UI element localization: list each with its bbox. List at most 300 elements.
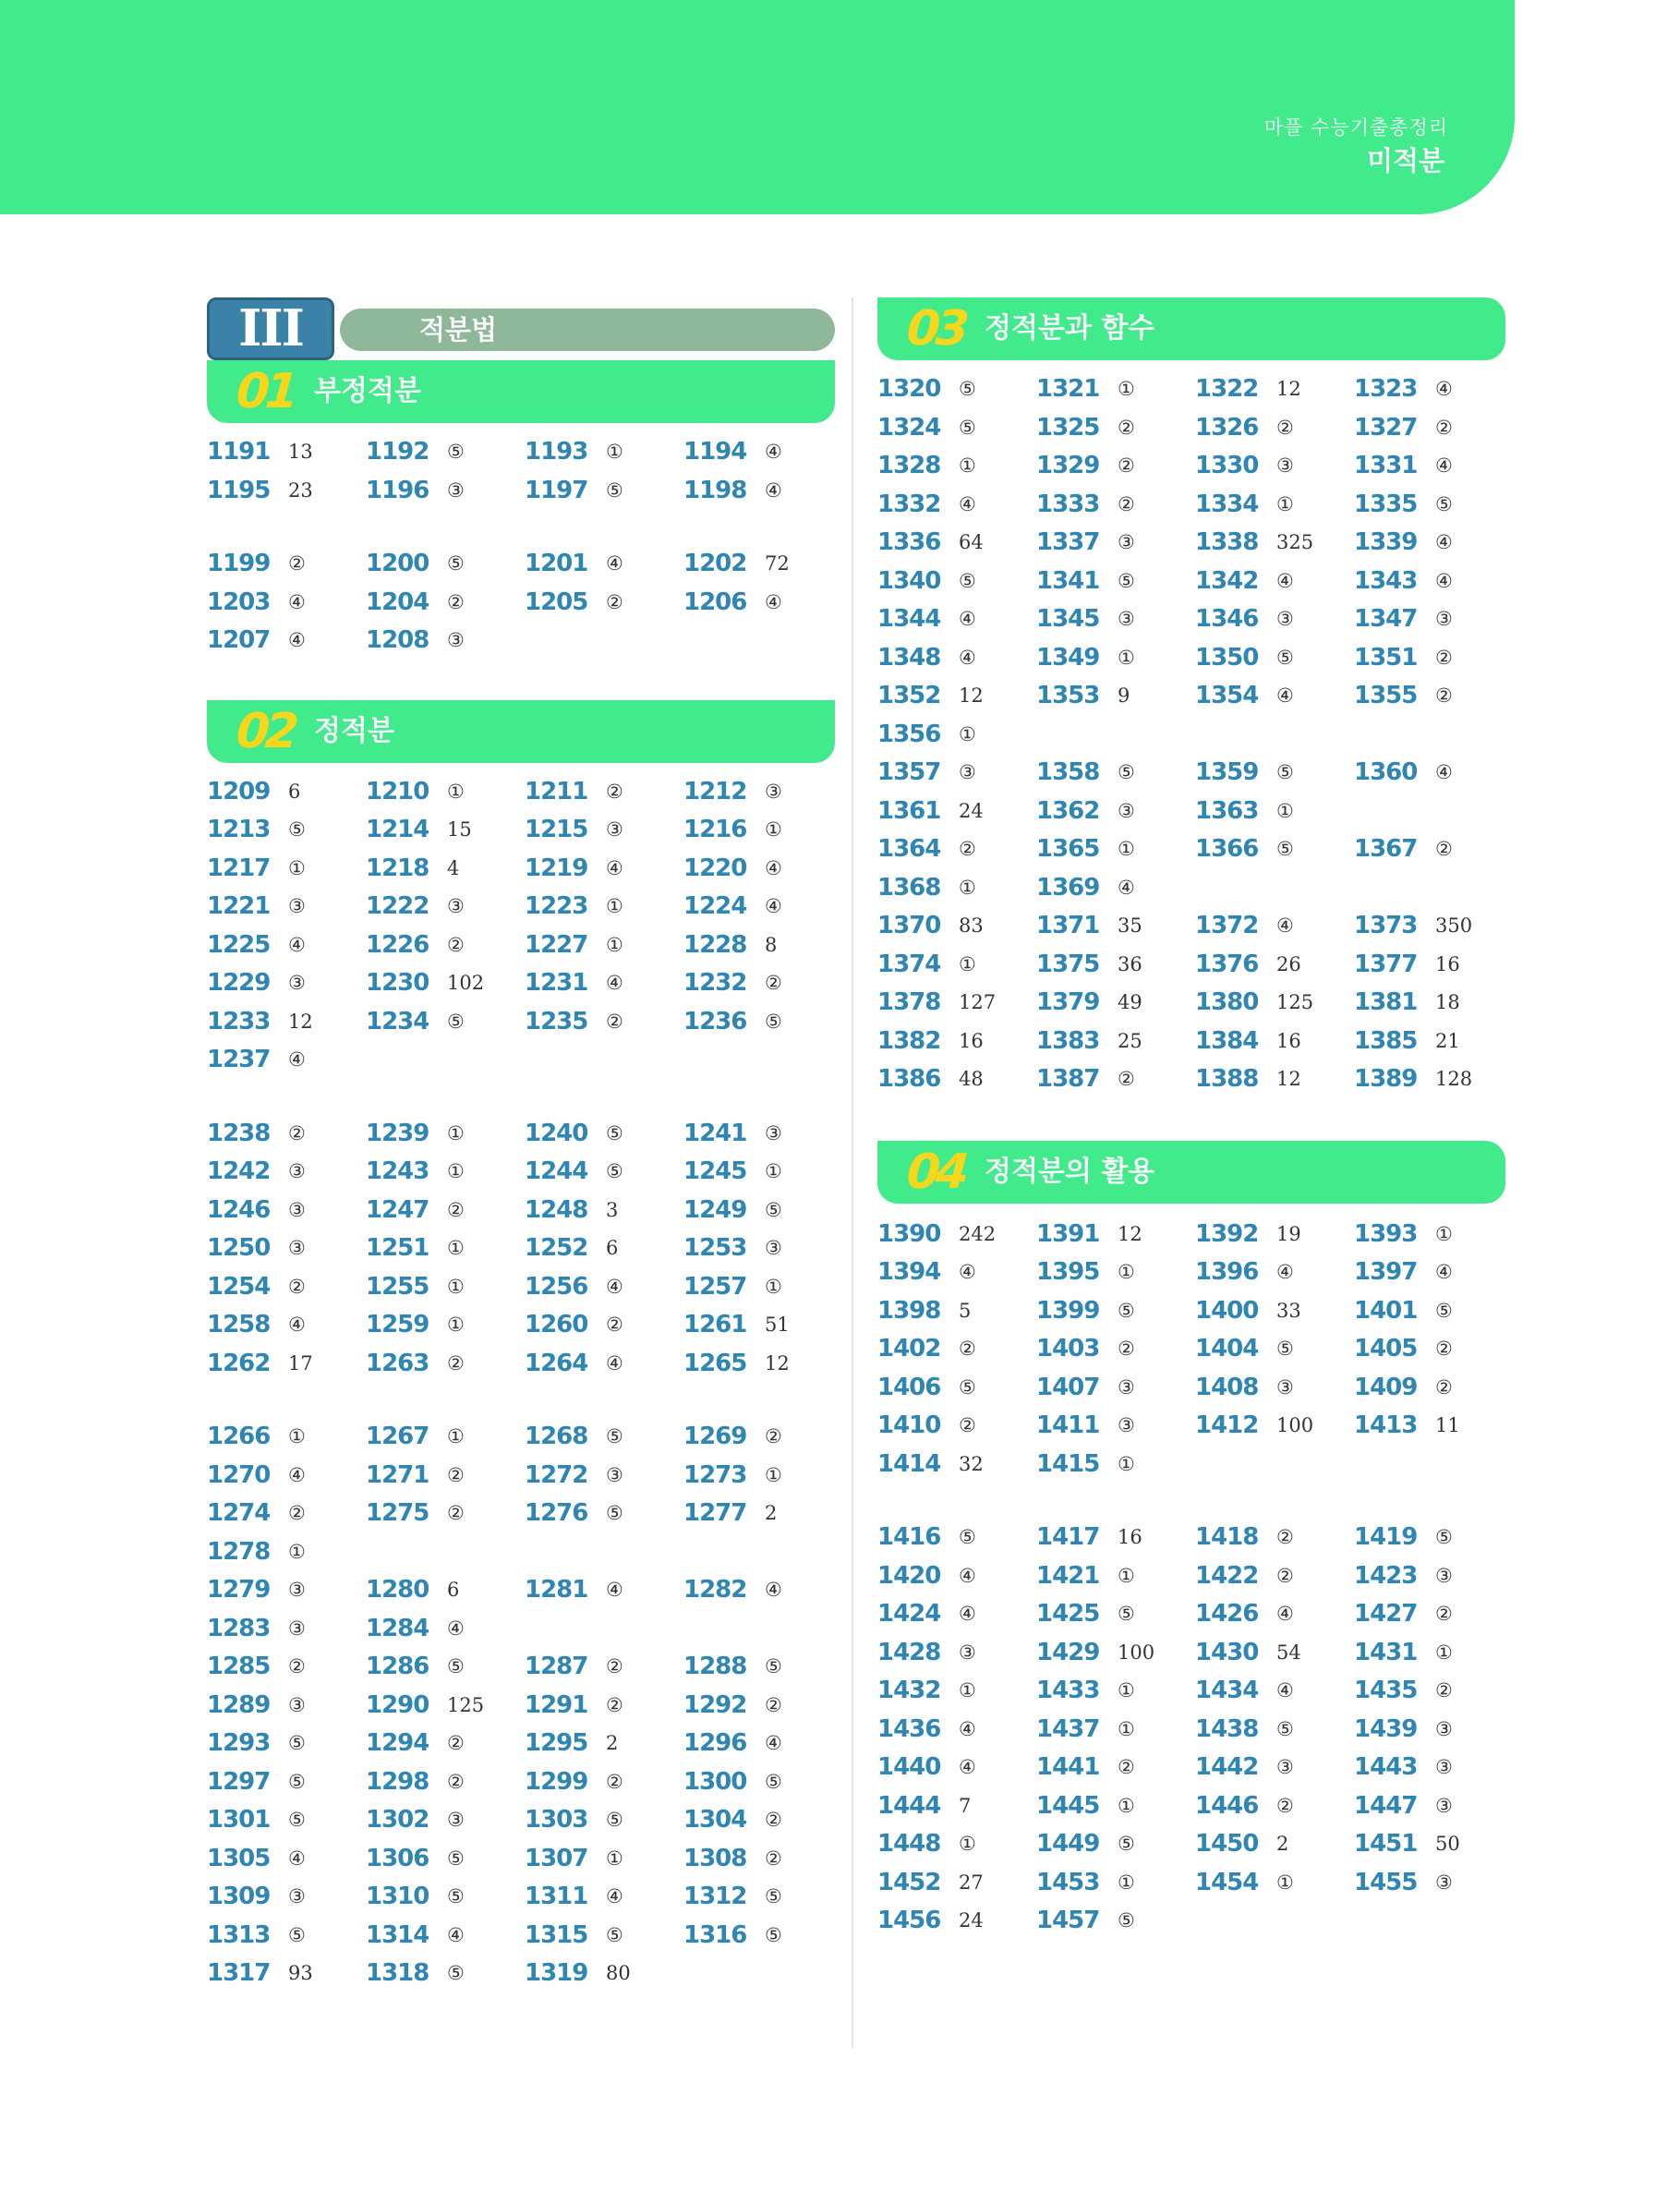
answer-value: ⑤	[765, 1885, 782, 1907]
answer-row	[877, 1903, 1505, 1942]
problem-number: 1363	[1195, 796, 1259, 825]
answer-value: ②	[765, 1809, 782, 1831]
section-title: 정적분과 함수	[985, 312, 1155, 345]
problem-number: 1396	[1195, 1258, 1259, 1286]
answer-value: 48	[959, 1068, 984, 1090]
problem-number: 1324	[877, 413, 941, 442]
problem-number: 1368	[877, 873, 941, 902]
answer-value: ①	[1118, 1794, 1135, 1817]
problem-number: 1210	[366, 777, 429, 805]
problem-number: 1355	[1354, 682, 1418, 709]
problem-number: 1431	[1354, 1638, 1418, 1666]
answer-value: ⑤	[959, 1526, 976, 1548]
answer-value: 83	[959, 914, 984, 937]
answer-value: ⑤	[1118, 1603, 1135, 1625]
problem-number: 1278	[207, 1537, 271, 1566]
answer-row	[877, 1520, 1505, 1558]
problem-number: 1395	[1036, 1258, 1100, 1286]
answer-row	[877, 947, 1505, 986]
answer-value: ④	[1276, 1261, 1294, 1283]
answer-value: ④	[959, 1603, 976, 1625]
problem-number: 1345	[1036, 605, 1100, 633]
answer-value: ⑤	[447, 1847, 465, 1870]
answer-row	[877, 1558, 1505, 1597]
problem-number: 1249	[683, 1195, 747, 1224]
answer-value: ④	[288, 1314, 306, 1336]
problem-number: 1336	[877, 528, 941, 556]
answer-value: ④	[1276, 1603, 1294, 1625]
problem-number: 1216	[683, 816, 747, 843]
answer-value: ①	[447, 1314, 465, 1336]
problem-number: 1421	[1036, 1561, 1100, 1590]
answer-value: ④	[765, 895, 782, 917]
answer-row	[207, 851, 835, 890]
answer-value: 16	[1118, 1526, 1142, 1548]
answer-value: 6	[288, 780, 301, 803]
answer-value: 3	[606, 1198, 619, 1221]
section-header-04	[877, 1141, 1505, 1204]
section-number: 01	[234, 364, 296, 419]
answer-value: ③	[288, 1237, 306, 1259]
answer-row	[207, 1534, 835, 1573]
answer-value: ⑤	[606, 1502, 623, 1524]
answer-value: ③	[447, 629, 465, 651]
answer-value: ②	[1435, 646, 1453, 669]
answer-row	[877, 678, 1505, 717]
problem-number: 1393	[1354, 1219, 1418, 1248]
answer-value: ⑤	[447, 1010, 465, 1033]
answer-row	[877, 1061, 1505, 1100]
answer-value: ④	[606, 972, 623, 994]
problem-number: 1359	[1195, 758, 1259, 786]
answer-value: ③	[288, 1160, 306, 1182]
answer-row	[877, 1942, 1505, 1980]
problem-number: 1255	[366, 1272, 429, 1301]
answer-value: ③	[1435, 1564, 1453, 1587]
answer-row	[877, 1826, 1505, 1865]
answer-value: ⑤	[606, 478, 623, 502]
answer-value: ②	[447, 590, 465, 613]
problem-number: 1447	[1354, 1791, 1418, 1820]
answer-value: ③	[1118, 1414, 1135, 1436]
problem-number: 1444	[877, 1791, 941, 1820]
problem-number: 1204	[366, 587, 429, 616]
problem-number: 1315	[525, 1920, 588, 1949]
problem-number: 1390	[877, 1219, 941, 1248]
problem-number: 1428	[877, 1638, 941, 1666]
answer-value: 102	[447, 972, 485, 994]
answer-row	[207, 1572, 835, 1611]
problem-number: 1348	[877, 643, 941, 672]
answer-row	[877, 371, 1505, 410]
problem-number: 1274	[207, 1499, 271, 1527]
answer-row	[207, 1688, 835, 1726]
problem-number: 1273	[683, 1460, 747, 1489]
problem-number: 1343	[1354, 566, 1418, 595]
problem-number: 1386	[877, 1065, 941, 1093]
answer-row	[207, 1611, 835, 1650]
problem-number: 1450	[1195, 1830, 1259, 1858]
answer-row	[207, 623, 835, 661]
problem-number: 1382	[877, 1026, 941, 1055]
problem-number: 1409	[1354, 1373, 1418, 1401]
problem-number: 1238	[207, 1119, 271, 1147]
problem-number: 1191	[207, 438, 271, 466]
problem-number: 1295	[525, 1729, 588, 1757]
answer-row	[877, 525, 1505, 563]
problem-number: 1401	[1354, 1296, 1418, 1325]
answer-row	[877, 410, 1505, 449]
problem-number: 1305	[207, 1844, 271, 1872]
answer-value: 125	[447, 1693, 485, 1716]
answer-row	[877, 1293, 1505, 1332]
problem-number: 1223	[525, 892, 588, 920]
problem-number: 1302	[366, 1806, 429, 1834]
answer-value: ①	[447, 1425, 465, 1447]
problem-number: 1347	[1354, 605, 1418, 633]
problem-number: 1385	[1354, 1026, 1418, 1055]
problem-number: 1269	[683, 1423, 747, 1450]
answer-value: ④	[606, 856, 623, 879]
answer-value: ①	[288, 1425, 306, 1447]
problem-number: 1217	[207, 854, 271, 882]
answer-row	[877, 793, 1505, 832]
problem-number: 1256	[525, 1272, 588, 1301]
answer-value: ②	[1435, 1603, 1453, 1625]
problem-number: 1457	[1036, 1907, 1100, 1934]
answer-value: ①	[765, 1160, 782, 1182]
answer-value: 64	[959, 531, 984, 553]
problem-number: 1426	[1195, 1600, 1259, 1628]
problem-number: 1321	[1036, 375, 1100, 403]
problem-number: 1353	[1036, 682, 1100, 709]
problem-number: 1453	[1036, 1868, 1100, 1896]
problem-number: 1205	[525, 587, 588, 616]
answer-value: ⑤	[765, 1010, 782, 1033]
problem-number: 1398	[877, 1296, 941, 1325]
answer-block	[207, 774, 835, 1081]
problem-number: 1376	[1195, 950, 1259, 978]
answer-value: ⑤	[606, 1809, 623, 1831]
answer-row	[207, 473, 835, 512]
problem-number: 1288	[683, 1653, 747, 1680]
answer-value: ②	[447, 1732, 465, 1754]
answer-value: ②	[765, 1847, 782, 1870]
problem-number: 1422	[1195, 1561, 1259, 1590]
answer-value: ④	[959, 646, 976, 669]
answer-value: ④	[606, 1885, 623, 1907]
problem-number: 1320	[877, 375, 941, 403]
answer-value: ④	[765, 441, 782, 463]
problem-number: 1411	[1036, 1411, 1100, 1439]
answer-value: ②	[288, 1655, 306, 1677]
answer-value: 16	[959, 1029, 984, 1052]
problem-number: 1251	[366, 1234, 429, 1262]
answer-value: ③	[765, 780, 782, 803]
answer-row	[207, 434, 835, 473]
answer-row	[207, 965, 835, 1004]
answer-value: ②	[1118, 1756, 1135, 1778]
answer-value: ④	[765, 478, 782, 502]
answer-value: ③	[1118, 531, 1135, 553]
answer-value: ⑤	[447, 552, 465, 575]
answer-value: 12	[288, 1010, 313, 1033]
answer-value: 24	[959, 1909, 984, 1932]
answer-value: ④	[1276, 1679, 1294, 1701]
problem-number: 1286	[366, 1653, 429, 1680]
problem-number: 1456	[877, 1907, 941, 1934]
answer-value: ③	[447, 1809, 465, 1831]
problem-number: 1236	[683, 1007, 747, 1035]
answer-value: ②	[606, 1314, 623, 1336]
problem-number: 1282	[683, 1576, 747, 1604]
answer-value: ①	[447, 1121, 465, 1144]
problem-number: 1389	[1354, 1065, 1418, 1093]
answer-row	[207, 927, 835, 966]
answer-row	[207, 1193, 835, 1231]
problem-number: 1296	[683, 1729, 747, 1757]
answer-value: 15	[447, 818, 472, 841]
problem-number: 1262	[207, 1349, 271, 1377]
answer-value: 51	[765, 1314, 790, 1336]
problem-number: 1441	[1036, 1753, 1100, 1781]
problem-number: 1362	[1036, 796, 1100, 825]
problem-number: 1268	[525, 1423, 588, 1450]
problem-number: 1229	[207, 969, 271, 997]
problem-number: 1342	[1195, 566, 1259, 595]
answer-row	[877, 717, 1505, 756]
answer-value: 93	[288, 1962, 313, 1984]
answer-value: 54	[1276, 1641, 1301, 1664]
problem-number: 1356	[877, 720, 941, 748]
answer-value: ②	[1118, 416, 1135, 439]
answer-value: ④	[1276, 914, 1294, 937]
answer-value: ②	[447, 1502, 465, 1524]
answer-value: ①	[1435, 1222, 1453, 1245]
problem-number: 1218	[366, 854, 429, 882]
answer-value: ③	[288, 1198, 306, 1221]
problem-number: 1221	[207, 892, 271, 920]
answer-value: 9	[1118, 684, 1130, 707]
answer-value: ②	[1276, 416, 1294, 439]
answer-row	[877, 1635, 1505, 1674]
problem-number: 1365	[1036, 835, 1100, 863]
answer-value: ④	[288, 1463, 306, 1486]
answer-value: ⑤	[1276, 838, 1294, 860]
answer-value: ①	[1118, 646, 1135, 669]
answer-value: 50	[1435, 1833, 1460, 1855]
answer-value: ①	[765, 818, 782, 841]
problem-number: 1387	[1036, 1065, 1100, 1093]
answer-row	[877, 487, 1505, 526]
answer-value: 12	[959, 684, 984, 707]
problem-number: 1440	[877, 1753, 941, 1781]
problem-number: 1400	[1195, 1296, 1259, 1325]
answer-block	[207, 1419, 835, 1994]
problem-number: 1413	[1354, 1411, 1418, 1439]
problem-number: 1203	[207, 587, 271, 616]
answer-value: ②	[765, 1425, 782, 1447]
left-column	[207, 297, 835, 1994]
answer-value: ④	[1276, 684, 1294, 707]
answer-value: ⑤	[606, 1923, 623, 1946]
problem-number: 1410	[877, 1411, 941, 1439]
problem-number: 1455	[1354, 1868, 1418, 1896]
answer-value: ④	[959, 1564, 976, 1587]
problem-number: 1391	[1036, 1219, 1100, 1248]
answer-value: ①	[1118, 1679, 1135, 1701]
problem-number: 1231	[525, 969, 588, 997]
problem-number: 1449	[1036, 1830, 1100, 1858]
answer-value: 127	[959, 991, 997, 1013]
problem-number: 1306	[366, 1844, 429, 1872]
answer-row	[877, 1788, 1505, 1827]
problem-number: 1318	[366, 1959, 429, 1987]
problem-number: 1220	[683, 854, 747, 882]
problem-number: 1264	[525, 1349, 588, 1377]
problem-number: 1294	[366, 1729, 429, 1757]
answer-value: 128	[1435, 1068, 1473, 1090]
problem-number: 1308	[683, 1844, 747, 1872]
problem-number: 1334	[1195, 490, 1259, 518]
problem-number: 1367	[1354, 835, 1418, 863]
problem-number: 1418	[1195, 1523, 1259, 1551]
problem-number: 1299	[525, 1767, 588, 1796]
answer-value: ④	[765, 856, 782, 879]
part-header	[207, 297, 835, 360]
problem-number: 1292	[683, 1690, 747, 1719]
answer-value: ①	[1276, 492, 1294, 515]
problem-number: 1245	[683, 1157, 747, 1185]
section-title: 정적분의 활용	[985, 1155, 1155, 1188]
problem-number: 1215	[525, 816, 588, 843]
answer-row	[207, 1116, 835, 1155]
answer-value: ⑤	[447, 1655, 465, 1677]
answer-value: ②	[606, 1010, 623, 1033]
problem-number: 1226	[366, 930, 429, 959]
problem-number: 1265	[683, 1349, 747, 1377]
answer-row	[877, 640, 1505, 679]
answer-value: 242	[959, 1222, 997, 1245]
answer-value: ⑤	[1276, 1717, 1294, 1740]
answer-value: ①	[959, 454, 976, 477]
part-title: 적분법	[340, 309, 835, 351]
problem-number: 1207	[207, 626, 271, 654]
answer-row	[207, 1419, 835, 1458]
problem-number: 1199	[207, 550, 271, 577]
problem-number: 1369	[1036, 873, 1100, 902]
section-number: 04	[904, 1144, 967, 1200]
answer-value: ①	[288, 1540, 306, 1563]
answer-value: ③	[959, 761, 976, 783]
answer-value: ①	[765, 1463, 782, 1486]
problem-number: 1208	[366, 626, 429, 654]
answer-row	[877, 448, 1505, 487]
answer-value: ②	[1435, 1375, 1453, 1399]
problem-number: 1351	[1354, 643, 1418, 672]
answer-value: ⑤	[959, 378, 976, 400]
answer-value: ③	[1118, 799, 1135, 822]
answer-value: ②	[1435, 416, 1453, 439]
answer-value: ③	[606, 1463, 623, 1486]
section-header-01	[207, 360, 835, 423]
answer-row	[877, 1370, 1505, 1409]
answer-value: ④	[447, 1923, 465, 1946]
answer-value: 17	[288, 1351, 313, 1374]
section-number: 02	[234, 703, 296, 759]
section-header-03	[877, 297, 1505, 360]
answer-value: ⑤	[606, 1160, 623, 1182]
answer-value: 325	[1276, 531, 1314, 553]
answer-value: ②	[1276, 1564, 1294, 1587]
answer-row	[877, 1254, 1505, 1293]
problem-number: 1319	[525, 1959, 588, 1987]
answer-row	[877, 1023, 1505, 1062]
answer-value: ①	[1118, 838, 1135, 860]
answer-value: ④	[765, 1732, 782, 1754]
answer-value: ②	[1435, 1679, 1453, 1701]
answer-value: ④	[288, 933, 306, 956]
answer-row	[877, 1750, 1505, 1788]
problem-number: 1323	[1354, 375, 1418, 403]
answer-value: ②	[1435, 684, 1453, 707]
problem-number: 1252	[525, 1234, 588, 1262]
problem-number: 1349	[1036, 643, 1100, 672]
answer-value: ⑤	[1118, 1833, 1135, 1855]
problem-number: 1339	[1354, 528, 1418, 556]
problem-number: 1364	[877, 835, 941, 863]
answer-value: ①	[959, 722, 976, 745]
answer-value: ④	[959, 1756, 976, 1778]
problem-number: 1346	[1195, 605, 1259, 633]
problem-number: 1276	[525, 1499, 588, 1527]
answer-block	[877, 371, 1505, 1100]
problem-number: 1196	[366, 476, 429, 504]
answer-value: ④	[1435, 569, 1453, 592]
answer-block	[877, 1520, 1505, 1980]
answer-row	[877, 1447, 1505, 1485]
answer-value: ①	[447, 1160, 465, 1182]
answer-value: ①	[606, 933, 623, 956]
answer-value: 21	[1435, 1029, 1460, 1052]
section-title: 부정적분	[314, 375, 421, 407]
answer-value: ②	[288, 1121, 306, 1144]
answer-value: ⑤	[447, 441, 465, 463]
answer-value: ②	[765, 1693, 782, 1716]
answer-row	[877, 908, 1505, 947]
answer-value: ②	[1118, 1338, 1135, 1360]
answer-value: ③	[288, 1579, 306, 1601]
answer-value: ①	[959, 952, 976, 975]
answer-value: ②	[959, 838, 976, 860]
problem-number: 1275	[366, 1499, 429, 1527]
problem-number: 1250	[207, 1234, 271, 1262]
answer-value: ④	[447, 1617, 465, 1640]
answer-value: ④	[1276, 569, 1294, 592]
problem-number: 1438	[1195, 1714, 1259, 1743]
answer-value: ③	[765, 1121, 782, 1144]
problem-number: 1357	[877, 758, 941, 786]
problem-number: 1257	[683, 1272, 747, 1301]
answer-value: ②	[606, 1770, 623, 1793]
problem-number: 1246	[207, 1195, 271, 1224]
problem-number: 1329	[1036, 452, 1100, 479]
answer-block	[207, 546, 835, 661]
answer-value: 100	[1118, 1641, 1155, 1664]
answer-value: ④	[606, 1579, 623, 1601]
answer-value: 27	[959, 1871, 984, 1894]
problem-number: 1247	[366, 1195, 429, 1224]
